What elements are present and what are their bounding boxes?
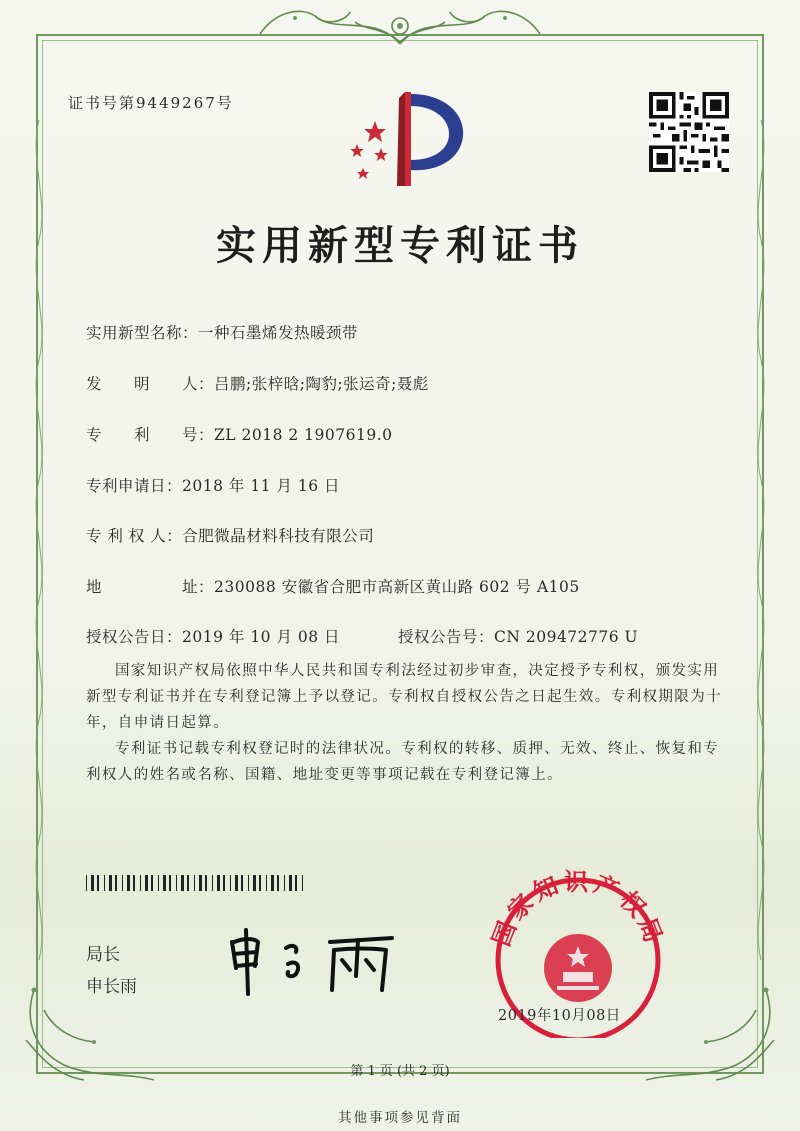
patentee-label: 专 利 权 人： bbox=[86, 527, 183, 545]
filing-date-row bbox=[86, 474, 340, 496]
patentee-value: 合肥微晶材料科技有限公司 bbox=[182, 527, 375, 545]
grant-date-label: 授权公告日： bbox=[86, 628, 183, 646]
grant-date-row bbox=[86, 625, 340, 647]
utility-model-name-label: 实用新型名称： bbox=[86, 324, 199, 342]
page-number: 第 1 页 (共 2 页) bbox=[350, 1064, 450, 1079]
director-name: 申长雨 bbox=[86, 977, 137, 997]
utility-model-name-row bbox=[86, 321, 358, 343]
address-value: 230088 安徽省合肥市高新区黄山路 602 号 A105 bbox=[214, 578, 580, 596]
address-label: 地 址： bbox=[86, 578, 215, 596]
top-ornament-icon bbox=[255, 4, 545, 48]
footer-note: 其他事项参见背面 bbox=[338, 1110, 462, 1126]
seal-text: 国家知识产权局 bbox=[487, 868, 669, 950]
inventor-label: 发 明 人： bbox=[86, 375, 215, 393]
patentee-row bbox=[86, 524, 374, 546]
barcode-icon bbox=[86, 875, 306, 891]
grant-number-label: 授权公告号： bbox=[398, 628, 495, 646]
grant-number-row bbox=[398, 625, 638, 647]
address-row bbox=[86, 575, 580, 597]
grant-date-value: 2019 年 10 月 08 日 bbox=[182, 628, 341, 646]
certificate-paragraph: 国家知识产权局依照中华人民共和国专利法经过初步审查，决定授予专利权，颁发实用新型专利证书并在专利登记簿上予以登记。专利权自授权公告之日起生效。专利权期限为十年，自申请日起算。 bbox=[86, 663, 722, 731]
certificate-paragraph: 专利证书记载专利权登记时的法律状况。专利权的转移、质押、无效、终止、恢复和专利权人的姓名或名称、国籍、地址变更等事项记载在专利登记簿上。 bbox=[86, 741, 720, 783]
utility-model-name-value: 一种石墨烯发热暖颈带 bbox=[198, 324, 359, 342]
certificate-title: 实用新型专利证书 bbox=[216, 222, 584, 269]
seal-date: 2019年10月08日 bbox=[498, 1008, 621, 1024]
patent-office-logo-icon bbox=[335, 86, 470, 196]
patent-number-label: 专 利 号： bbox=[86, 426, 215, 444]
inventor-value: 吕鹏;张梓晗;陶豹;张运奇;聂彪 bbox=[214, 375, 429, 393]
certificate-number: 证书号第9449267号 bbox=[68, 94, 234, 112]
director-signature bbox=[222, 920, 412, 1000]
filing-date-value: 2018 年 11 月 16 日 bbox=[182, 477, 341, 495]
director-title: 局长 bbox=[86, 945, 120, 965]
patent-number-row bbox=[86, 423, 393, 445]
grant-number-value: CN 209472776 U bbox=[494, 628, 639, 646]
patent-number-value: ZL 2018 2 1907619.0 bbox=[214, 426, 393, 444]
inventor-row bbox=[86, 372, 429, 394]
qr-code-icon bbox=[649, 92, 729, 172]
filing-date-label: 专利申请日： bbox=[86, 477, 183, 495]
